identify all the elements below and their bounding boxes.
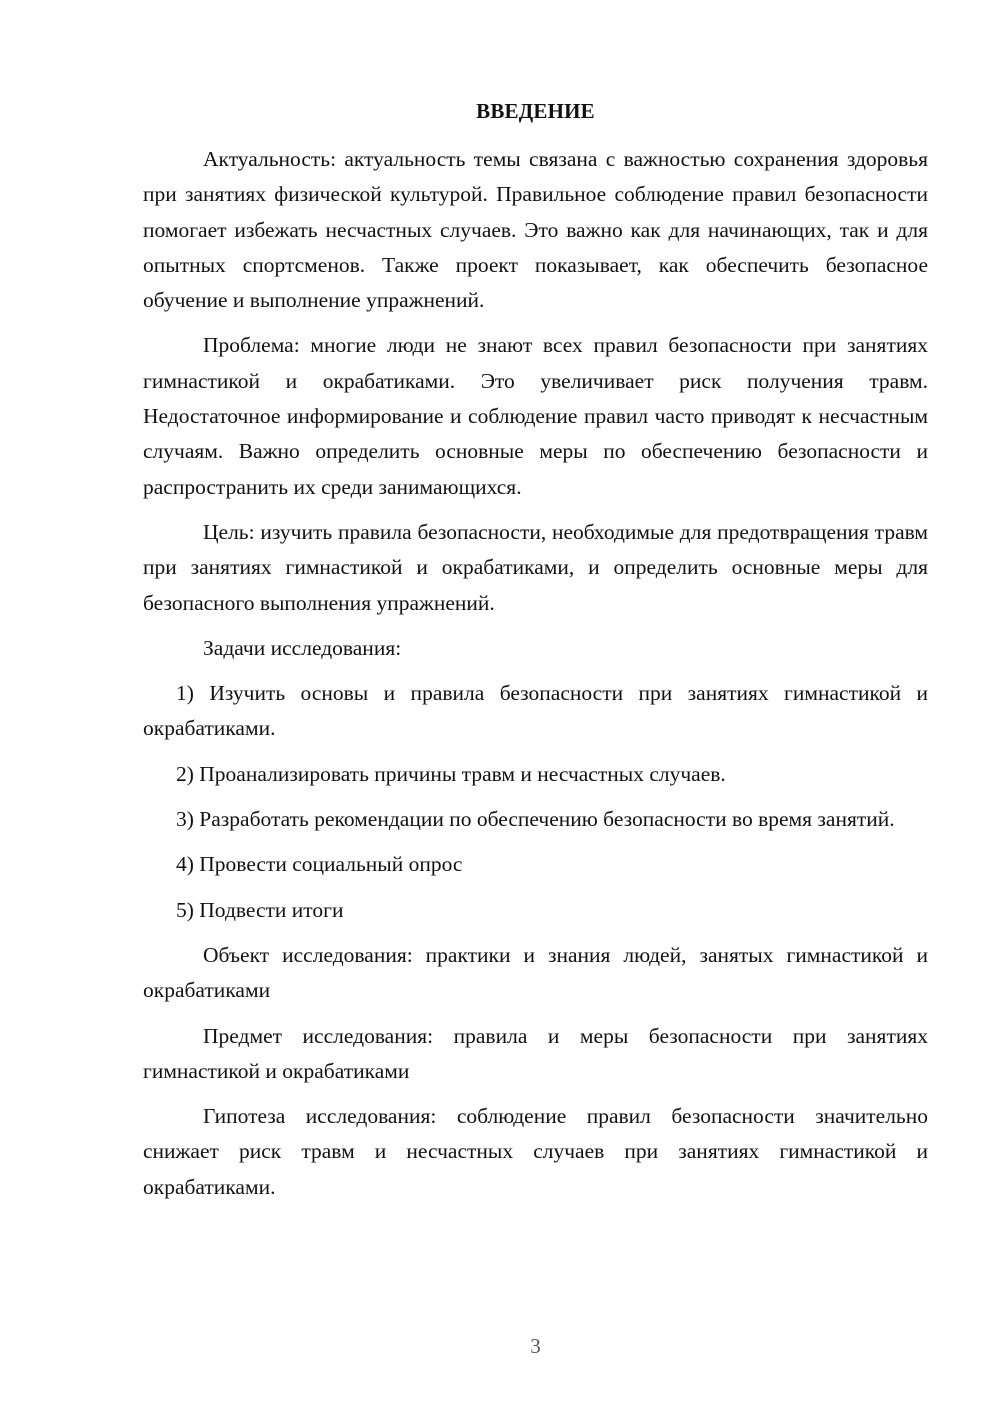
page-number: 3: [530, 1334, 541, 1358]
task-item-3: 3) Разработать рекомендации по обеспечению безопасности во время занятий.: [176, 807, 895, 832]
section-title: ВВЕДЕНИЕ: [476, 99, 595, 123]
task-item-1: 1) Изучить основы и правила безопасности при занятиях гимнастикой и окрабатиками.: [143, 681, 928, 741]
task-item-5: 5) Подвести итоги: [176, 897, 344, 922]
paragraph-tasks-heading: Задачи исследования:: [203, 635, 402, 660]
document-body: [143, 142, 928, 1205]
paragraph-goal: Цель: изучить правила безопасности, необходимые для предотвращения травм при занятиях гимнастикой и окрабатиками, и определить основные меры для безопасного выполнения упражнений.: [143, 519, 928, 615]
task-item-2: 2) Проанализировать причины травм и несчастных случаев.: [176, 761, 726, 786]
paragraph-subject: Предмет исследования: правила и меры безопасности при занятиях гимнастикой и окрабатиками: [143, 1023, 928, 1083]
paragraph-object: Объект исследования: практики и знания людей, занятых гимнастикой и окрабатиками: [143, 942, 928, 1003]
paragraph-hypothesis: Гипотеза исследования: соблюдение правил безопасности значительно снижает риск травм и несчастных случаев при занятиях гимнастикой и окрабатиками.: [143, 1104, 928, 1199]
document-page: [143, 0, 928, 1414]
task-item-4: 4) Провести социальный опрос: [176, 852, 463, 877]
paragraph-problem: Проблема: многие люди не знают всех правил безопасности при занятиях гимнастикой и окрабатиками. Это увеличивает риск получения травм. Недостаточное информирование и соблюдение правил часто приводят к несчастным случаям. Важно определить основные меры по обеспечению безопасности и распространить их среди занимающихся.: [143, 333, 928, 499]
paragraph-relevance: Актуальность: актуальность темы связана с важностью сохранения здоровья при занятиях физической культурой. Правильное соблюдение правил безопасности помогает избежать несчастных случаев. Это важно как для начинающих, так и для опытных спортсменов. Также проект показывает, как обеспечить безопасное обучение и выполнение упражнений.: [143, 147, 928, 313]
